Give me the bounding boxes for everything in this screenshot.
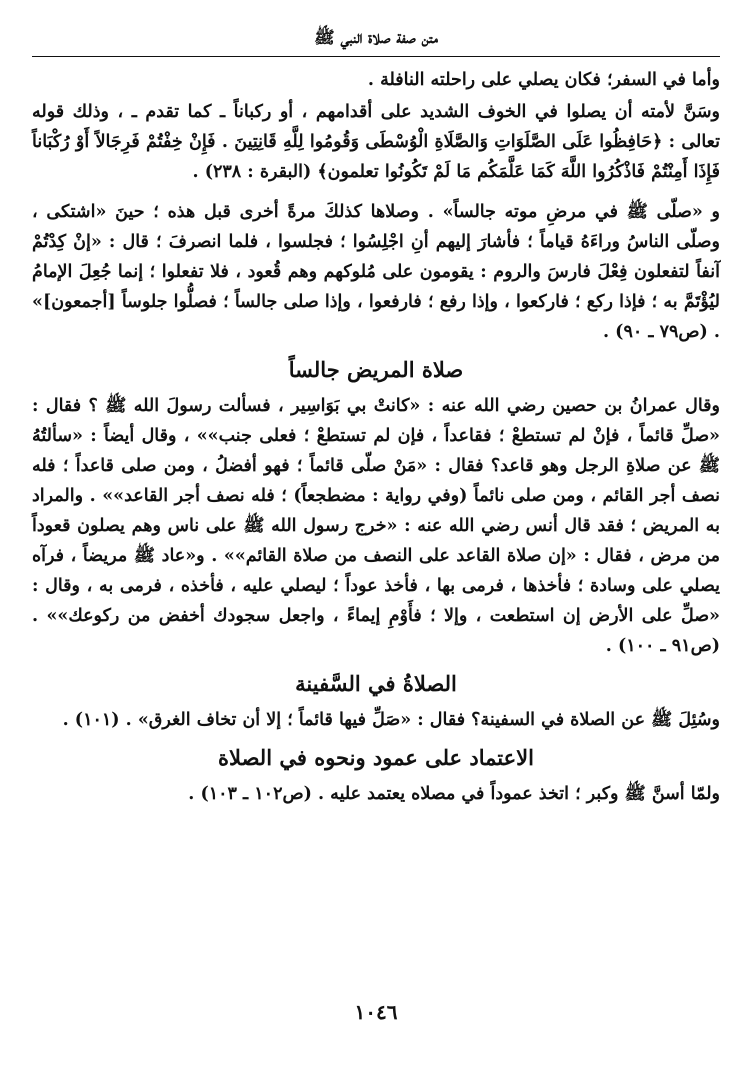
page-number: ١٠٤٦ xyxy=(354,1000,398,1024)
paragraph-ship-prayer: وسُئِلَ ﷺ عن الصلاة في السفينة؟ فقال : «صَلِّ فيها قائماً ؛ إلا أن تخاف الغرق» . (١٠١) . xyxy=(62,710,720,730)
running-header: متن صفة صلاة النبي ﷺ xyxy=(32,26,720,57)
paragraph-travel-prayer: وأما في السفر؛ فكان يصلي على راحلته النافلة . xyxy=(367,70,720,90)
paragraph-sitting-prayer: و «صلّى ﷺ في مرضِ موته جالساً» . وصلاها كذلكَ مرةً أخرى قبل هذه ؛ حينَ «اشتكى ، وصلّى الناسُ وراءَهُ قياماً ؛ فأشارَ إليهم أنِ اجْلِسُوا ؛ فجلسوا ، فلما انصرفَ ؛ قال : «إنْ كِدْتُمْ آنفاً لتفعلون فِعْلَ فارسَ والروم : يقومون على مُلوكهم وهم قُعود ، فلا تفعلوا ؛ إنما جُعِلَ الإمامُ ليُؤْتَمَّ به ؛ فإذا ركع ؛ فاركعوا ، وإذا رفع ؛ فارفعوا ، وإذا صلى جالساً ؛ فصلُّوا جلوساً [أجمعون]» . (ص٧٩ ـ ٩٠) . xyxy=(32,202,720,342)
heading-leaning-prayer: الاعتماد على عمود ونحوه في الصلاة xyxy=(218,745,534,770)
paragraph-leaning-prayer: ولمّا أسنَّ ﷺ وكبر ؛ اتخذ عموداً في مصلاه يعتمد عليه . (ص١٠٢ ـ ١٠٣) . xyxy=(188,784,720,804)
paragraph-sick-prayer: وقال عمرانُ بن حصين رضي الله عنه : «كانتْ بي بَوَاسِير ، فسألت رسولَ الله ﷺ ؟ فقال : «صلِّ قائماً ، فإنْ لم تستطعْ ؛ فقاعداً ، فإن لم تستطعْ ؛ فعلى جنب»» ، وقال أيضاً : «سألتُهُ ﷺ عن صلاةِ الرجل وهو قاعد؟ فقال : «مَنْ صلّى قائماً ؛ فهو أفضلُ ، ومن صلى قاعداً ؛ فله نصف أجر القائم ، ومن صلى نائماً (وفي رواية : مضطجعاً) ؛ فله نصف أجر القاعد»» . والمراد به المريض ؛ فقد قال أنس رضي الله عنه : «خرج رسول الله ﷺ على ناس وهم يصلون قعوداً من مرض ، فقال : «إن صلاة القاعد على النصف من صلاة القائم»» . و«عاد ﷺ مريضاً ، فرآه يصلي على وسادة ؛ فأخذها ، فرمى بها ، فأخذ عوداً ؛ ليصلي عليه ، فأخذه ، فرمى به ، وقال : «صلِّ على الأرض إن استطعت ، وإلا ؛ فأَوْمِ إيماءً ، واجعل سجودك أخفض من ركوعك»» . (ص٩١ ـ ١٠٠) . xyxy=(32,396,720,656)
paragraph-fear-prayer: وسَنَّ لأمته أن يصلوا في الخوف الشديد على أقدامهم ، أو ركباناً ـ كما تقدم ـ ، وذلك قوله تعالى : ﴿حَافِظُوا عَلَى الصَّلَوَاتِ وَالصَّلَاةِ الْوُسْطَى وَقُومُوا لِلَّهِ قَانِتِينَ . فَإِنْ خِفْتُمْ فَرِجَالاً أَوْ رُكْبَاناً فَإِذَا أَمِنْتُمْ فَاذْكُرُوا اللَّهَ كَمَا عَلَّمَكُم مَا لَمْ تَكُونُوا تعلمون﴾ (البقرة : ٢٣٨) . xyxy=(32,102,720,182)
heading-ship-prayer: الصلاةُ في السَّفينة xyxy=(295,671,457,696)
heading-sick-prayer: صلاة المريض جالساً xyxy=(288,357,464,382)
